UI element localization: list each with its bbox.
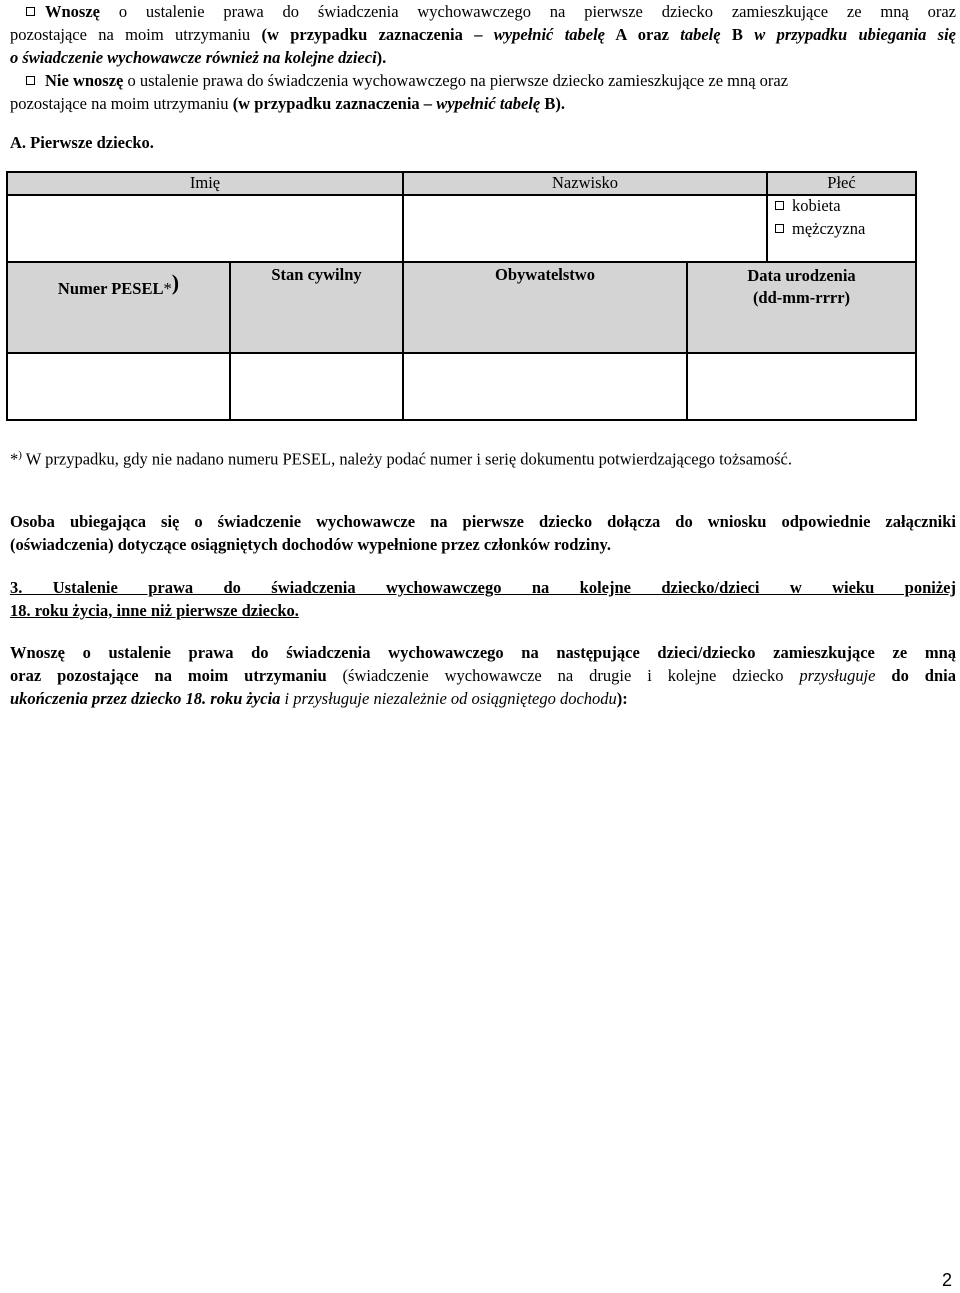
col-birth-date: Data urodzenia (dd-mm-rrrr) xyxy=(747,266,856,307)
col-pesel: Numer PESEL*) xyxy=(57,270,180,298)
attachments-note-line1: Osoba ubiegająca się o świadczenie wychowawcze na pierwsze dziecko dołącza do wniosku odpowiednie załączniki xyxy=(10,512,956,531)
marital-status-input[interactable] xyxy=(231,354,402,419)
col-sex: Płeć xyxy=(827,173,856,192)
checkbox-apply[interactable] xyxy=(26,7,35,16)
checkbox-female[interactable] xyxy=(775,201,784,210)
option-not-apply-first-child: Nie wnoszę o ustalenie prawa do świadczenia wychowawczego na pierwsze dziecko zamieszkujące ze mną oraz xyxy=(10,69,956,92)
attachments-note-line2: (oświadczenia) dotyczące osiągniętych dochodów wypełnione przez członków rodziny. xyxy=(10,535,611,554)
section-a-heading: A. Pierwsze dziecko. xyxy=(10,133,154,152)
birth-date-input[interactable] xyxy=(688,354,915,419)
option-apply-first-child: Wnoszę o ustalenie prawa do świadczenia wychowawczego na pierwsze dziecko zamieszkujące ze mną oraz xyxy=(10,0,956,23)
col-marital-status: Stan cywilny xyxy=(271,265,362,284)
pesel-input[interactable] xyxy=(8,354,229,419)
section-3-heading-line2: 18. roku życia, inne niż pierwsze dziecko. xyxy=(10,601,299,620)
option-apply-line3: o świadczenie wychowawcze również na kolejne dzieci). xyxy=(10,48,387,67)
sex-option-male: mężczyzna xyxy=(775,219,865,239)
col-last-name: Nazwisko xyxy=(552,173,618,192)
option-not-apply-line2: pozostające na moim utrzymaniu (w przypadku zaznaczenia – wypełnić tabelę B). xyxy=(10,94,565,113)
section-3-heading-line1: 3. Ustalenie prawa do świadczenia wychowawczego na kolejne dziecko/dzieci w wieku poniżej xyxy=(10,578,956,597)
checkbox-male[interactable] xyxy=(775,224,784,233)
checkbox-not-apply[interactable] xyxy=(26,76,35,85)
request-line3: ukończenia przez dziecko 18. roku życia i przysługuje niezależnie od osiągniętego dochodu): xyxy=(10,689,628,708)
last-name-input[interactable] xyxy=(404,196,766,261)
page-number: 2 xyxy=(941,1270,952,1290)
col-first-name: Imię xyxy=(189,173,221,192)
sex-option-female: kobieta xyxy=(775,196,841,216)
pesel-footnote: *) W przypadku, gdy nie nadano numeru PESEL, należy podać numer i serię dokumentu potwierdzającego tożsamość. xyxy=(10,449,792,469)
first-name-input[interactable] xyxy=(8,196,402,261)
request-line2: oraz pozostające na moim utrzymaniu (świadczenie wychowawcze na drugie i kolejne dziecko przysługuje do dnia xyxy=(10,666,956,685)
citizenship-input[interactable] xyxy=(404,354,686,419)
option-apply-line2: pozostające na moim utrzymaniu (w przypadku zaznaczenia – wypełnić tabelę A oraz tabelę B w przypadku ubiegania się xyxy=(10,25,957,44)
request-line1: Wnoszę o ustalenie prawa do świadczenia wychowawczego na następujące dzieci/dziecko zamieszkujące ze mną xyxy=(10,643,956,662)
col-citizenship: Obywatelstwo xyxy=(495,265,595,284)
